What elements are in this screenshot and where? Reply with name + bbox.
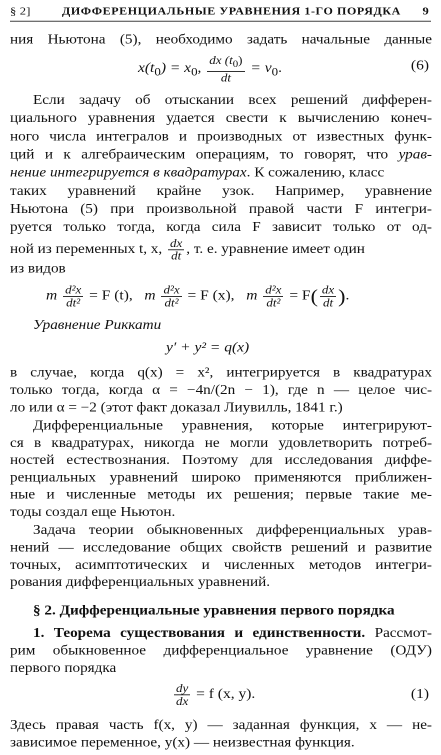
frac-den: dt [171, 249, 182, 263]
text-line: рим обыкновенное дифференциальное уравнение (ОДУ) [10, 643, 432, 659]
eq6-frac-den: dt [220, 70, 231, 84]
text-line: только тогда, когда α = −4n/(2n − 1), где n — целое чис- [10, 382, 432, 398]
frac-den: dt² [66, 296, 81, 310]
frac-num: dx [321, 283, 335, 297]
text-line: нение интегрируется в квадратурах. К сожалению, класс [10, 165, 385, 181]
dx-dt-fraction [168, 237, 184, 262]
frac-den: dt² [164, 296, 179, 310]
italic-text: урав- [398, 147, 432, 162]
form-1: = F (t), [89, 288, 133, 304]
frac-num: d²x [65, 283, 82, 297]
running-header [10, 5, 429, 19]
text-line: ные и численные методы их решения; первые такие ме- [10, 487, 432, 503]
subsection-line [33, 625, 432, 642]
form-2: = F (x), [187, 288, 235, 304]
text-line: Если задачу об отыскании всех решений дифферен- [33, 92, 432, 108]
text-line: циального уравнения удается свести к вычислению конеч- [10, 110, 432, 126]
eq6-fraction: $\frac{dx (t_0)}{dt}$ [209, 53, 243, 84]
text-line: ного числа интегралов и производных от известных функ- [10, 129, 432, 144]
text-span: ций и к алгебраическим операциям, то говорят, что [10, 147, 399, 162]
eq6-rhs: = v [250, 60, 272, 76]
text-line: в случае, когда q(x) = x², интегрируется в квадратурах [10, 365, 432, 381]
text-line: рования дифференциальных уравнений. [10, 574, 271, 590]
text-line: точных, асимптотических и численных методов интегри- [10, 557, 432, 573]
eq6-lhs: x(t [138, 60, 155, 76]
equation-6: $x(t_0) = x_0$, $\frac{dx (t_0)}{dt}$ = $v_0$. [138, 53, 282, 84]
dy-dx-fraction: $\frac{dy}{dx}$ [176, 681, 189, 708]
frac-den: dt² [266, 296, 281, 310]
form-3: = F [289, 288, 311, 304]
eq6-frac-num: dx (t [209, 53, 233, 67]
text-line: Дифференциальные уравнения, которые интегрируют- [33, 418, 432, 433]
text-line: Здесь правая часть f(x, y) — заданная функция, x — не- [10, 717, 432, 733]
mass: m [46, 288, 58, 304]
header-title: ДИФФЕРЕНЦИАЛЬНЫЕ УРАВНЕНИЯ 1-ГО ПОРЯДКА [62, 5, 401, 18]
eq6-mid: ) = x [160, 60, 192, 76]
text-line: нений — исследование общих свойств решений и развитие [10, 540, 432, 555]
frac-num: dx [169, 236, 183, 250]
text-line [10, 237, 432, 262]
equation-number-1: (1) [410, 686, 429, 702]
header-section: § 2] [10, 5, 31, 18]
newton-forms: m $\frac{\text{d²x}}{\text{dt²}}$ = F (t), m $\frac{\text{d²x}}{\text{dt²}}$ = F (x), m $\frac{\text{d²x}}{\text{dt²}}$ = F( $\frac{dx}{dt}$ ). [46, 283, 350, 310]
text-line: руется только тогда, когда сила F зависит только от од- [10, 219, 432, 235]
text-line: тоды создал еще Ньютон. [10, 504, 176, 520]
frac-num: d²x [163, 283, 180, 297]
text-span: ной из переменных t, x, [10, 241, 166, 257]
text-span: Рассмот- [365, 625, 432, 641]
text-line: ло или α = −2 (этот факт доказал Лиувилль, 1841 г.) [10, 400, 343, 415]
dx-dt-fraction [320, 284, 336, 309]
equation-1: $\frac{dy}{dx}$ = f (x, y). [176, 681, 256, 708]
text-line: Ньютона (5) при произвольной правой части F интегри- [10, 201, 432, 217]
subsection-title: 1. Теорема существования и единственности. [33, 625, 366, 641]
riccati-equation: y′ + y² = q(x) [166, 340, 250, 355]
frac-den: dt [322, 296, 334, 310]
text-line: ся в квадратурах, никогда не могли удовлетворить потреб- [10, 435, 432, 451]
text-line: ния Ньютона (5), необходимо задать начальные данные [10, 32, 432, 47]
equation-number-6: (6) [410, 58, 429, 73]
header-rule [10, 21, 431, 22]
italic-text: нение интегрируется в квадратурах [10, 165, 247, 181]
text-span: , т. е. уравнение имеет один [186, 241, 365, 257]
section-heading: § 2. Дифференциальные уравнения первого порядка [33, 603, 395, 619]
riccati-label: Уравнение Риккати [33, 317, 162, 333]
text-line: зависимое переменное, y(x) — неизвестная функция. [10, 735, 355, 750]
page-number: 9 [422, 5, 429, 18]
text-line: Задача теории обыкновенных дифференциальных урав- [33, 522, 432, 538]
text-line: ренциальных уравнений широко применяются приближен- [10, 470, 432, 485]
text-line: первого порядка [10, 660, 117, 676]
eq6-sub: 0 [154, 65, 161, 79]
text-line: таких уравнений крайне узок. Например, уравнение [10, 183, 432, 199]
frac-num: d²x [265, 283, 282, 297]
text-line: из видов [10, 261, 66, 277]
mass: m [246, 288, 258, 304]
d2x-fraction [63, 284, 83, 309]
text-line [10, 146, 432, 163]
mass: m [144, 288, 156, 304]
d2x-fraction [263, 284, 283, 309]
d2x-fraction [161, 284, 181, 309]
text-line: ностей естествознания. Поэтому для исследования диффе- [10, 452, 432, 468]
